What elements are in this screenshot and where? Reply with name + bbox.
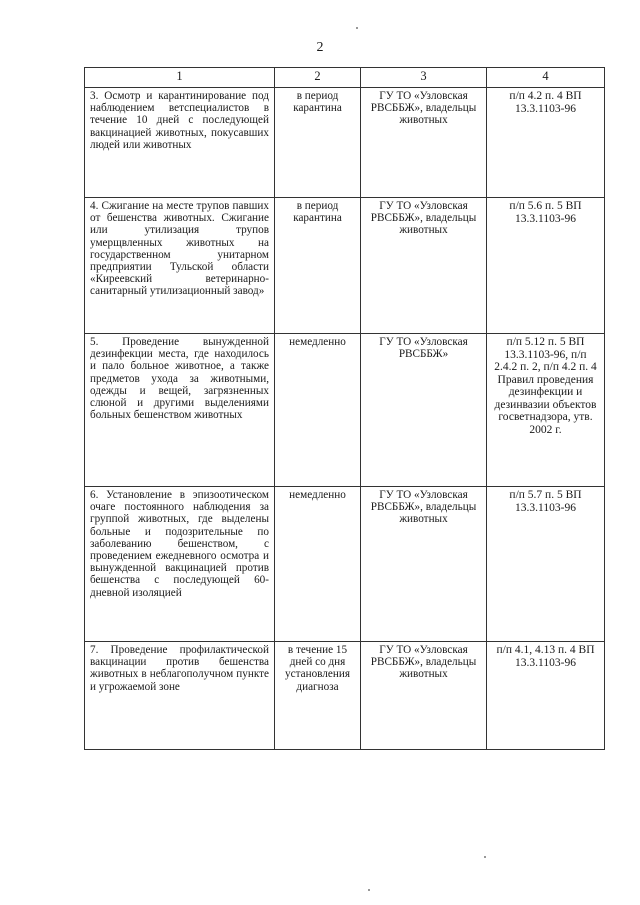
table-row xyxy=(85,642,605,750)
scan-speck xyxy=(368,889,370,891)
responsible-cell: ГУ ТО «Узловская РВСББЖ», владельцы животных xyxy=(361,198,487,334)
measure-cell: 3. Осмотр и карантинирование под наблюдением ветспециалистов в течение 10 дней с последующей вакцинацией животных, покусавших людей или животных xyxy=(85,88,275,198)
page-number: 2 xyxy=(316,40,324,55)
measure-cell: 7. Проведение профилактической вакцинации против бешенства животных в неблагополучном пункте и угрожаемой зоне xyxy=(85,642,275,750)
column-header-2: 2 xyxy=(275,68,361,88)
scan-speck xyxy=(356,27,358,29)
reference-cell: п/п 5.12 п. 5 ВП 13.3.1103-96, п/п 2.4.2 п. 2, п/п 4.2 п. 4 Правил проведения дезинфекции и дезинвазии объектов госветнадзора, утв. 2002 г. xyxy=(487,334,605,487)
column-header-1: 1 xyxy=(85,68,275,88)
measure-cell: 5. Проведение вынужденной дезинфекции места, где находилось и пало больное животное, а также предметов ухода за животными, одежды и вещей, загрязненных слюной и другими выделениями больных бешенством животных xyxy=(85,334,275,487)
scan-speck xyxy=(484,856,486,858)
reference-cell: п/п 4.1, 4.13 п. 4 ВП 13.3.1103-96 xyxy=(487,642,605,750)
period-cell: в период карантина xyxy=(275,198,361,334)
table-row xyxy=(85,88,605,198)
measure-cell: 4. Сжигание на месте трупов павших от бешенства животных. Сжигание или утилизация трупов умерщвленных животных на государственном унитарном предприятии Тульской области «Киреевский ветеринарно-санитарный утилизационный завод» xyxy=(85,198,275,334)
table-header-row xyxy=(85,68,605,88)
period-cell: немедленно xyxy=(275,487,361,642)
measures-table xyxy=(84,67,605,750)
responsible-cell: ГУ ТО «Узловская РВСББЖ», владельцы животных xyxy=(361,88,487,198)
responsible-cell: ГУ ТО «Узловская РВСББЖ», владельцы животных xyxy=(361,487,487,642)
reference-cell: п/п 4.2 п. 4 ВП 13.3.1103-96 xyxy=(487,88,605,198)
column-header-3: 3 xyxy=(361,68,487,88)
measure-cell: 6. Установление в эпизоотическом очаге постоянного наблюдения за группой животных, где выделены больные и подозрительные по заболеванию бешенством, с проведением ежедневного осмотра и вынужденной вакцинацией против бешенства с последующей 60-дневной изоляцией xyxy=(85,487,275,642)
period-cell: в период карантина xyxy=(275,88,361,198)
responsible-cell: ГУ ТО «Узловская РВСББЖ» xyxy=(361,334,487,487)
period-cell: в течение 15 дней со дня установления диагноза xyxy=(275,642,361,750)
period-cell: немедленно xyxy=(275,334,361,487)
table-row xyxy=(85,487,605,642)
reference-cell: п/п 5.7 п. 5 ВП 13.3.1103-96 xyxy=(487,487,605,642)
responsible-cell: ГУ ТО «Узловская РВСББЖ», владельцы животных xyxy=(361,642,487,750)
table-row xyxy=(85,334,605,487)
reference-cell: п/п 5.6 п. 5 ВП 13.3.1103-96 xyxy=(487,198,605,334)
column-header-4: 4 xyxy=(487,68,605,88)
table-row xyxy=(85,198,605,334)
